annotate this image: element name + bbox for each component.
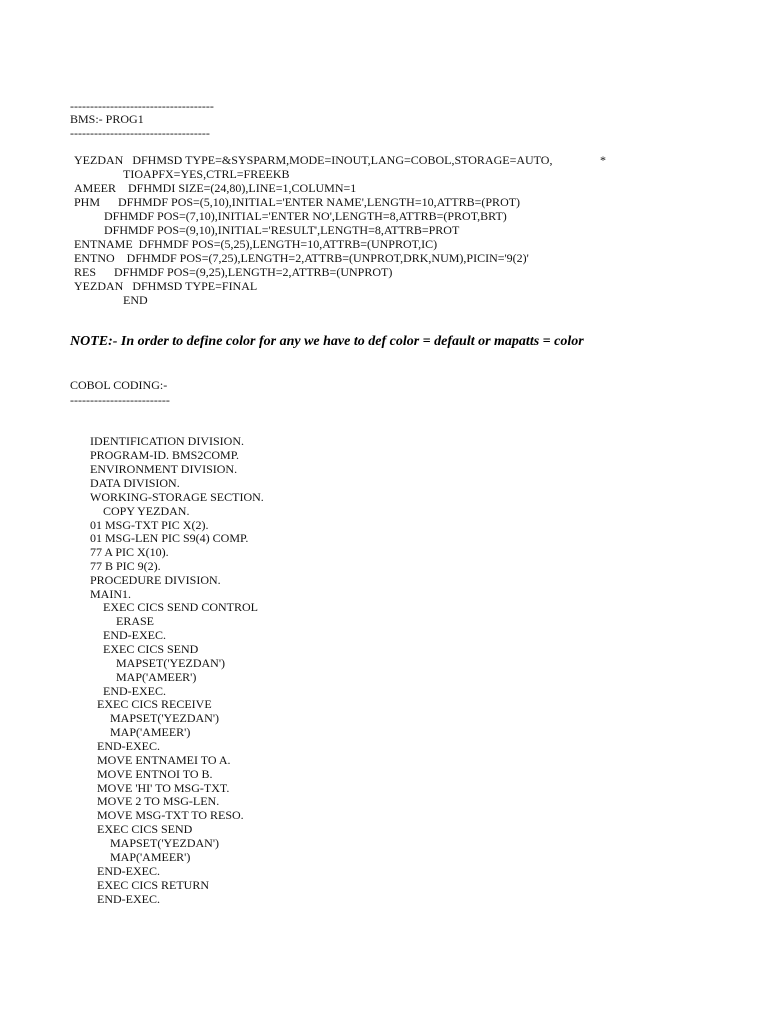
bms-line: ENTNO DFHMDF POS=(7,25),LENGTH=2,ATTRB=(UNPROT,DRK,NUM),PICIN='9(2)' [74,251,529,265]
note-text: NOTE:- In order to define color for any we have to def color = default or mapatts = color [70,334,584,349]
cobol-line: END-EXEC. [97,892,160,906]
cobol-line: 01 MSG-LEN PIC S9(4) COMP. [90,531,249,545]
bms-continuation-mark: * [600,153,606,167]
cobol-line: EXEC CICS SEND [103,642,199,656]
cobol-line: EXEC CICS SEND [97,822,193,836]
bms-line: TIOAPFX=YES,CTRL=FREEKB [123,167,290,181]
cobol-line: EXEC CICS RETURN [97,878,210,892]
bms-line: AMEER DFHMDI SIZE=(24,80),LINE=1,COLUMN=1 [74,181,357,195]
cobol-line: PROGRAM-ID. BMS2COMP. [90,448,240,462]
cobol-line: MOVE MSG-TXT TO RESO. [97,808,244,822]
cobol-line: EXEC CICS SEND CONTROL [103,600,259,614]
cobol-line: IDENTIFICATION DIVISION. [90,434,244,448]
cobol-line: MAPSET('YEZDAN') [116,656,225,670]
cobol-line: MOVE ENTNOI TO B. [97,767,213,781]
cobol-line: END-EXEC. [103,628,166,642]
cobol-line: 77 B PIC 9(2). [90,559,161,573]
cobol-line: MAP('AMEER') [110,850,191,864]
cobol-line: WORKING-STORAGE SECTION. [90,490,264,504]
cobol-line: END-EXEC. [97,739,160,753]
cobol-line: MOVE 2 TO MSG-LEN. [97,794,220,808]
cobol-line: MOVE 'HI' TO MSG-TXT. [97,781,230,795]
bms-line: DFHMDF POS=(7,10),INITIAL='ENTER NO',LENGTH=8,ATTRB=(PROT,BRT) [104,209,507,223]
cobol-rule: ------------------------- [70,393,170,407]
bms-line: PHM DFHMDF POS=(5,10),INITIAL='ENTER NAME',LENGTH=10,ATTRB=(PROT) [74,195,521,209]
cobol-line: MAPSET('YEZDAN') [110,711,219,725]
cobol-line: 77 A PIC X(10). [90,545,169,559]
cobol-line: END-EXEC. [97,864,160,878]
cobol-line: ENVIRONMENT DIVISION. [90,462,238,476]
bms-line: YEZDAN DFHMSD TYPE=&SYSPARM,MODE=INOUT,LANG=COBOL,STORAGE=AUTO, [74,153,553,167]
cobol-line: MAP('AMEER') [110,725,191,739]
bms-rule-top: ------------------------------------ [70,99,214,113]
cobol-line: PROCEDURE DIVISION. [90,573,221,587]
cobol-line: EXEC CICS RECEIVE [97,697,212,711]
bms-line: END [123,293,148,307]
bms-line: DFHMDF POS=(9,10),INITIAL='RESULT',LENGTH=8,ATTRB=PROT [104,223,460,237]
bms-title: BMS:- PROG1 [70,112,144,126]
cobol-title: COBOL CODING:- [70,378,168,392]
cobol-line: DATA DIVISION. [90,476,180,490]
bms-line: YEZDAN DFHMSD TYPE=FINAL [74,279,258,293]
cobol-line: MAPSET('YEZDAN') [110,836,219,850]
cobol-line: 01 MSG-TXT PIC X(2). [90,518,209,532]
bms-rule-bottom: ----------------------------------- [70,126,210,140]
cobol-line: MAP('AMEER') [116,670,197,684]
cobol-line: MAIN1. [90,587,131,601]
bms-line: RES DFHMDF POS=(9,25),LENGTH=2,ATTRB=(UNPROT) [74,265,393,279]
cobol-line: MOVE ENTNAMEI TO A. [97,753,231,767]
cobol-line: COPY YEZDAN. [103,504,190,518]
cobol-line: END-EXEC. [103,684,166,698]
bms-line: ENTNAME DFHMDF POS=(5,25),LENGTH=10,ATTRB=(UNPROT,IC) [74,237,438,251]
cobol-line: ERASE [116,614,155,628]
